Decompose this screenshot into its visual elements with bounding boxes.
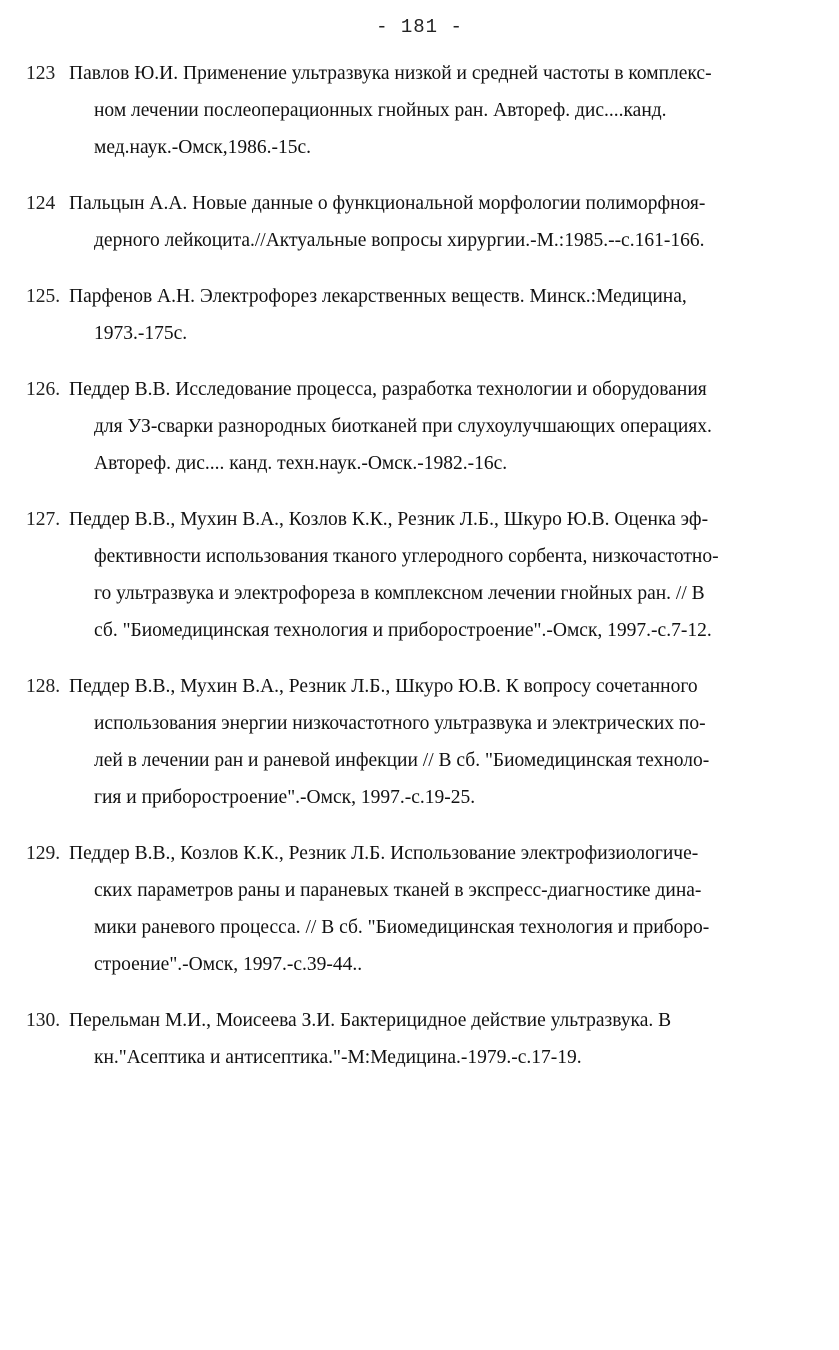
reference-entry: [26, 501, 816, 649]
reference-line: го ультразвука и электрофореза в комплексном лечении гнойных ран. // В: [94, 583, 705, 604]
reference-line: Педдер В.В. Исследование процесса, разработка технологии и оборудования: [69, 379, 707, 400]
reference-entry: [26, 185, 816, 259]
reference-list: [26, 55, 816, 1095]
reference-line: строение".-Омск, 1997.-с.39-44..: [94, 954, 363, 975]
reference-number: 126.: [26, 379, 61, 400]
reference-line: Пальцын А.А. Новые данные о функциональной морфологии полиморфноя-: [69, 193, 706, 214]
reference-line: фективности использования тканого углеродного сорбента, низкочастотно-: [94, 546, 719, 567]
reference-line: Парфенов А.Н. Электрофорез лекарственных веществ. Минск.:Медицина,: [69, 286, 687, 307]
reference-number: 128.: [26, 676, 61, 697]
reference-entry: [26, 835, 816, 983]
reference-line: Педдер В.В., Козлов К.К., Резник Л.Б. Использование электрофизиологиче-: [69, 843, 699, 864]
reference-number: 124: [26, 193, 56, 214]
page-number: - 181 -: [376, 16, 463, 38]
reference-line: Педдер В.В., Мухин В.А., Козлов К.К., Резник Л.Б., Шкуро Ю.В. Оценка эф-: [69, 509, 709, 530]
reference-line: гия и приборостроение".-Омск, 1997.-с.19-25.: [94, 787, 476, 808]
reference-line: ских параметров раны и параневых тканей в экспресс-диагностике дина-: [94, 880, 702, 901]
reference-line: использования энергии низкочастотного ультразвука и электрических по-: [94, 713, 706, 734]
reference-entry: [26, 278, 816, 352]
reference-number: 130.: [26, 1010, 61, 1031]
reference-line: кн."Асептика и антисептика."-М:Медицина.-1979.-с.17-19.: [94, 1047, 582, 1068]
reference-number: 127.: [26, 509, 61, 530]
reference-entry: [26, 668, 816, 816]
reference-line: 1973.-175с.: [94, 323, 188, 344]
reference-line: сб. "Биомедицинская технология и приборостроение".-Омск, 1997.-с.7-12.: [94, 620, 712, 641]
reference-number: 125.: [26, 286, 61, 307]
reference-entry: [26, 371, 816, 482]
reference-number: 129.: [26, 843, 61, 864]
reference-line: мики раневого процесса. // В сб. "Биомедицинская технология и приборо-: [94, 917, 710, 938]
reference-entry: [26, 55, 816, 166]
reference-line: Педдер В.В., Мухин В.А., Резник Л.Б., Шкуро Ю.В. К вопросу сочетанного: [69, 676, 698, 697]
reference-line: Перельман М.И., Моисеева З.И. Бактерицидное действие ультразвука. В: [69, 1010, 672, 1031]
reference-line: мед.наук.-Омск,1986.-15с.: [94, 137, 312, 158]
reference-line: для УЗ-сварки разнородных биотканей при слухоулучшающих операциях.: [94, 416, 712, 437]
reference-line: Автореф. дис.... канд. техн.наук.-Омск.-1982.-16с.: [94, 453, 508, 474]
reference-line: ном лечении послеоперационных гнойных ран. Автореф. дис....канд.: [94, 100, 667, 121]
reference-number: 123: [26, 63, 56, 84]
reference-line: дерного лейкоцита.//Актуальные вопросы хирургии.-М.:1985.--с.161-166.: [94, 230, 705, 251]
reference-entry: [26, 1002, 816, 1076]
reference-line: лей в лечении ран и раневой инфекции // В сб. "Биомедицинская техноло-: [94, 750, 710, 771]
reference-line: Павлов Ю.И. Применение ультразвука низкой и средней частоты в комплекс-: [69, 63, 712, 84]
